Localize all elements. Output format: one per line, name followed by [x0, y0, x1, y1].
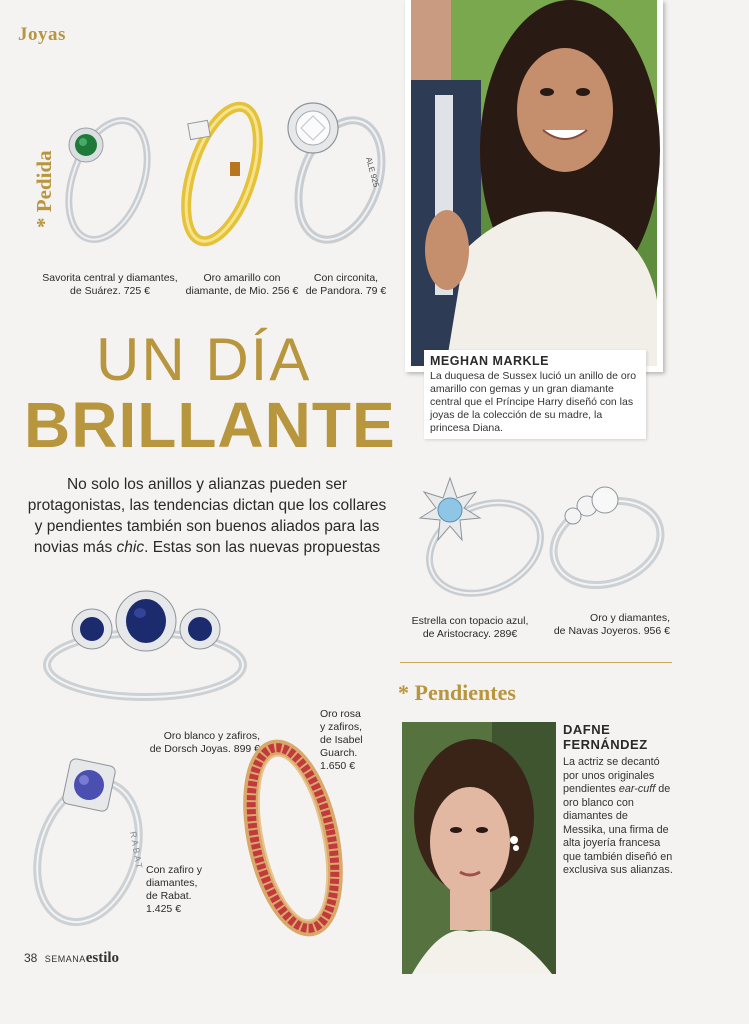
intro-paragraph — [22, 474, 392, 558]
intro-text-1: No solo los anillos y alianzas pueden ser protagonistas, las tendencias dictan que los collares y pendientes también son buenos aliados para las novias más — [27, 476, 387, 556]
dafne-name — [563, 722, 648, 752]
intro-text-italic: chic — [116, 539, 145, 556]
caption-mio-line1: Oro amarillo con — [203, 272, 281, 284]
dafne-name-line2: FERNÁNDEZ — [563, 737, 648, 752]
pendientes-title: * Pendientes — [398, 680, 516, 705]
caption-mio — [182, 272, 302, 298]
caption-guarch-line3: de Isabel — [320, 734, 363, 746]
meghan-markle-photo — [405, 0, 663, 372]
caption-navas-line1: Oro y diamantes, — [590, 612, 670, 624]
meghan-photo-illustration — [405, 0, 663, 372]
ring-rabat-image — [18, 752, 153, 937]
caption-suarez-line1: Savorita central y diamantes, — [42, 272, 178, 284]
ring-suarez-image — [56, 85, 156, 255]
page-footer — [24, 950, 119, 967]
caption-mio-line2: diamante, de Mio. 256 € — [185, 285, 299, 297]
caption-aristocracy-line1: Estrella con topacio azul, — [411, 615, 529, 627]
caption-rabat — [146, 864, 236, 916]
ring-pandora-image — [278, 88, 393, 253]
caption-pandora — [296, 272, 396, 298]
ring-mio-image — [172, 84, 272, 259]
dafne-fernandez-photo — [402, 722, 556, 974]
meghan-name: MEGHAN MARKLE — [430, 354, 549, 368]
dafne-text-a: La actriz se decantó por unos originales pendientes — [563, 756, 660, 795]
page-number: 38 — [24, 951, 38, 965]
caption-rabat-line1: Con zafiro y — [146, 864, 203, 876]
dafne-photo-illustration — [402, 722, 556, 974]
rabat-engraving: RABAT — [128, 830, 145, 872]
section-divider — [400, 662, 672, 663]
caption-pandora-line2: de Pandora. 79 € — [305, 285, 387, 297]
caption-rabat-line3: de Rabat. — [146, 890, 192, 902]
pandora-engraving: ALE 925 — [364, 156, 381, 189]
dafne-name-line1: DAFNE — [563, 722, 611, 737]
ring-navas-image — [545, 468, 670, 598]
intro-text-2: . Estas son las nuevas propuestas — [144, 539, 381, 556]
side-label-pedida: * Pedida — [32, 150, 56, 228]
caption-suarez-line2: de Suárez. 725 € — [70, 285, 150, 297]
caption-dorsch-line1: Oro blanco y zafiros, — [163, 730, 260, 742]
meghan-text: La duquesa de Sussex lució un anillo de oro amarillo con gemas y un gran diamante central que el Príncipe Harry diseñó con las joyas de la colección de su madre, la princesa Diana. — [430, 370, 637, 434]
caption-rabat-line2: diamantes, — [146, 877, 198, 889]
headline-line1: UN DÍA — [96, 326, 312, 393]
dafne-text-b: de oro blanco con diamantes de Messika, una firma de alta joyería francesa que también diseñó en exclusiva sus alianzas. — [563, 783, 673, 876]
caption-guarch — [320, 708, 390, 773]
caption-aristocracy — [400, 615, 540, 641]
dafne-text-italic: ear-cuff — [618, 783, 656, 795]
caption-navas-line2: de Navas Joyeros. 956 € — [553, 625, 670, 637]
caption-aristocracy-line2: de Aristocracy. 289€ — [422, 628, 518, 640]
caption-suarez — [40, 272, 180, 298]
caption-guarch-line1: Oro rosa — [320, 708, 361, 720]
caption-dorsch-line2: de Dorsch Joyas. 899 € — [149, 743, 260, 755]
meghan-caption-box — [424, 350, 646, 439]
section-title: Joyas — [18, 24, 66, 45]
caption-rabat-line4: 1.425 € — [146, 903, 182, 915]
caption-pandora-line1: Con circonita, — [313, 272, 379, 284]
brand-estilo: estilo — [85, 950, 120, 966]
caption-navas — [540, 612, 670, 638]
ring-aristocracy-image — [410, 470, 545, 610]
ring-dorsch-image — [40, 585, 250, 710]
caption-guarch-line5: 1.650 € — [320, 760, 356, 772]
brand-semana: SEMANA — [44, 954, 86, 964]
caption-guarch-line2: y zafiros, — [320, 721, 363, 733]
headline-line2: BRILLANTE — [24, 389, 396, 461]
caption-guarch-line4: Guarch. — [320, 747, 358, 759]
dafne-text — [563, 756, 673, 878]
